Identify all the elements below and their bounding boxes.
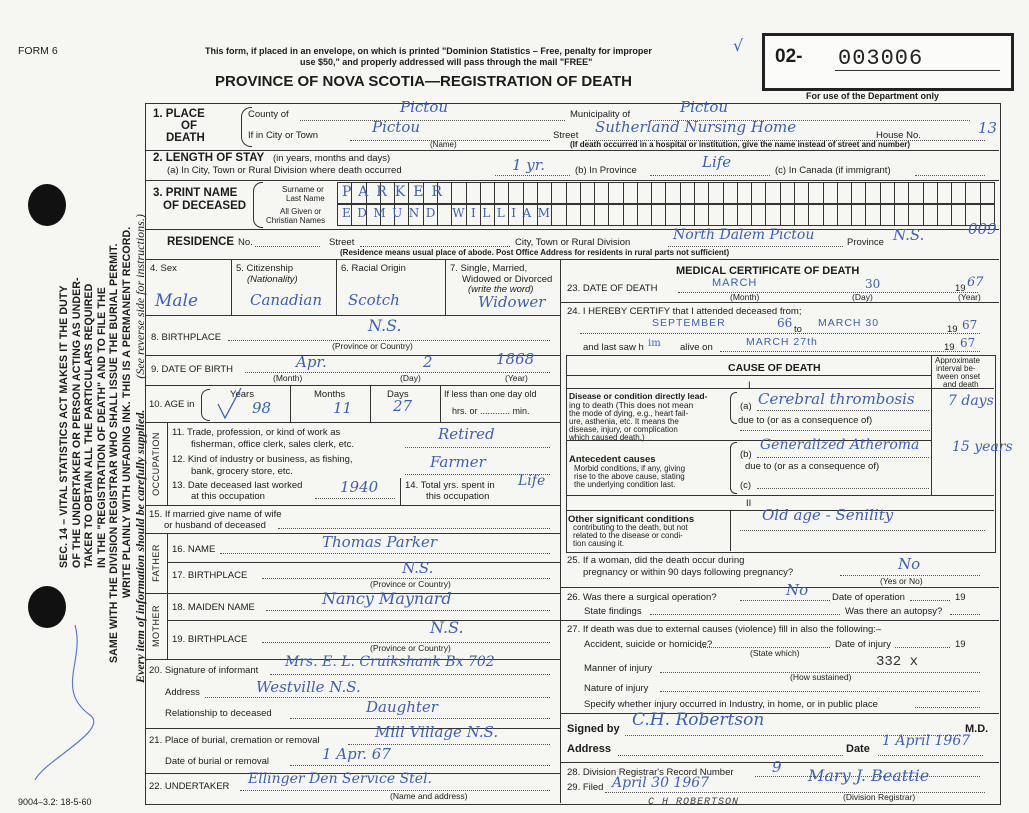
record-number-label: 28. Division Registrar's Record Number <box>567 767 734 778</box>
age-months-label: Months <box>314 389 346 400</box>
dob-month-note: (Month) <box>273 373 303 383</box>
given-label-1: All Given or <box>280 207 322 216</box>
specify-label: Specify whether injury occurred in Industry, in home, or in public place <box>584 699 878 710</box>
house-no-value[interactable]: 13 <box>978 119 998 137</box>
residence-code-value[interactable]: 009 <box>968 220 997 238</box>
date-operation-19: 19 <box>955 592 966 603</box>
alive-year-value[interactable]: 67 <box>960 336 976 350</box>
check-mark-header: √ <box>733 36 744 55</box>
mailing-notice-line1: This form, if placed in an envelope, on which is printed "Dominion Statistics – Free, penalty for improper <box>205 46 652 56</box>
address-label-right: Address <box>567 743 612 755</box>
residence-province-value[interactable]: N.S. <box>893 226 925 244</box>
stamp-value: 332 x <box>876 654 919 670</box>
racial-value[interactable]: Scotch <box>348 291 400 309</box>
residence-street-label: Street <box>329 237 355 248</box>
roman-two: II <box>746 498 752 509</box>
age-label: 10. AGE in <box>149 399 195 410</box>
disease-cond-5: disease, injury, or complication <box>569 425 678 434</box>
residence-note: (Residence means usual place of abode. Post Office Address for residents in rural parts not sufficient) <box>340 248 730 257</box>
trade-value[interactable]: Retired <box>438 425 495 443</box>
mother-birthplace-value[interactable]: N.S. <box>430 618 464 637</box>
record-number-value[interactable]: 9 <box>772 758 782 776</box>
to-year-value[interactable]: 67 <box>962 318 978 332</box>
total-years-label-2: this occupation <box>426 491 490 502</box>
birthplace-label: 8. BIRTHPLACE <box>151 332 222 343</box>
last-worked-label-2: at this occupation <box>191 491 265 502</box>
marital-label-2: Widowed or Divorced <box>462 274 553 285</box>
sex-value[interactable]: Male <box>155 291 199 311</box>
interval-2: interval be- <box>936 364 976 373</box>
surgery-value[interactable]: No <box>786 581 809 599</box>
death-year-value[interactable]: 67 <box>967 275 984 290</box>
undertaker-note: (Name and address) <box>390 791 468 801</box>
stay-canada-label: (c) In Canada (if immigrant) <box>775 165 891 176</box>
length-of-stay-label: 2. LENGTH OF STAY <box>153 152 265 164</box>
father-birthplace-note: (Province or Country) <box>370 579 451 589</box>
birthplace-value[interactable]: N.S. <box>368 316 402 335</box>
how-sustained-note: (How sustained) <box>790 672 852 682</box>
antecedent-note-3: the underlying condition last. <box>574 480 676 489</box>
cause-a-value[interactable]: Cerebral thrombosis <box>758 390 915 408</box>
date-label: Date <box>846 743 870 755</box>
death-year-prefix: 19 <box>955 283 966 294</box>
father-label: FATHER <box>151 544 161 582</box>
pen-scribble <box>15 620 125 790</box>
street-value[interactable]: Sutherland Nursing Home <box>595 118 797 136</box>
father-name-label: 16. NAME <box>172 544 216 555</box>
other-note-1: contributing to the death, but not <box>573 523 688 532</box>
dob-year-value[interactable]: 1868 <box>496 350 535 368</box>
alive-year-prefix: 19 <box>944 342 955 353</box>
informant-address-value[interactable]: Westville N.S. <box>256 678 361 696</box>
death-day-note: (Day) <box>852 292 873 302</box>
filed-label: 29. Filed <box>567 782 604 793</box>
father-birthplace-label: 17. BIRTHPLACE <box>172 570 248 581</box>
residence-no-label: No. <box>238 237 253 248</box>
mother-birthplace-label: 19. BIRTHPLACE <box>172 634 248 645</box>
death-year-note: (Year) <box>958 292 981 302</box>
registrar-signature[interactable]: Mary J. Beattie <box>808 766 930 785</box>
roman-one: I <box>748 380 751 391</box>
date-of-death-label: 23. DATE OF DEATH <box>567 283 658 294</box>
last-saw-value[interactable]: im <box>648 338 661 349</box>
mother-label: MOTHER <box>151 605 161 647</box>
municipality-label: Municipality of <box>570 109 631 120</box>
other-note-3: tion causing it. <box>573 539 625 548</box>
autopsy-label: Was there an autopsy? <box>845 606 943 617</box>
pregnancy-label-1: 25. If a woman, did the death occur during <box>567 555 745 566</box>
burial-place-value[interactable]: Mill Village N.S. <box>375 723 499 741</box>
stay-city-value[interactable]: 1 yr. <box>512 156 546 174</box>
marital-value[interactable]: Widower <box>478 293 546 311</box>
informant-address-label: Address <box>165 687 200 698</box>
birthplace-note: (Province or Country) <box>332 341 413 351</box>
interval-a-value[interactable]: 7 days <box>948 393 994 409</box>
cause-title: CAUSE OF DEATH <box>728 362 821 374</box>
given-names-value[interactable]: EDMUND WILLIAM <box>342 206 557 220</box>
relationship-value[interactable]: Daughter <box>366 698 438 716</box>
side-italic-line: Every item of information should be carefully supplied. <box>133 409 147 683</box>
less-than-day-label: If less than one day old <box>444 389 537 399</box>
alive-date-value[interactable]: MARCH 27th <box>746 336 818 348</box>
side-line-2: OF THE UNDERTAKER OR PERSON ACTING AS UNDER- <box>70 277 83 568</box>
industry-label-1: 12. Kind of industry or business, as fishing, <box>172 454 353 465</box>
pregnancy-label-2: pregnancy or within 90 days following pregnancy? <box>583 567 794 578</box>
print-name-label: 3. PRINT NAME <box>153 187 238 199</box>
last-worked-label-1: 13. Date deceased last worked <box>172 480 303 491</box>
side-line-5: SAME WITH THE DIVISION REGISTRAR WHO SHALL ISSUE THE BURIAL PERMIT. <box>108 243 120 663</box>
cause-a-marker: (a) <box>740 401 752 412</box>
place-of-death-death: DEATH <box>166 132 205 144</box>
state-which-note: (State which) <box>750 648 800 658</box>
burial-place-label: 21. Place of burial, cremation or removal <box>149 735 320 746</box>
name-note: (Name) <box>430 140 457 149</box>
age-years-value[interactable]: 98 <box>252 399 272 417</box>
county-label: County of <box>248 109 289 120</box>
punch-hole-top <box>28 184 66 226</box>
hrs-min-label: hrs. or ............ min. <box>452 406 530 416</box>
dob-year-note: (Year) <box>505 373 528 383</box>
disease-cond-3: the mode of dying, e.g., heart fail- <box>569 409 689 418</box>
interval-b-value[interactable]: 15 years <box>952 439 1013 455</box>
sex-label: 4. Sex <box>150 263 177 274</box>
disease-cond-2: ing to death (This does not mean <box>569 400 694 410</box>
disease-cond-6: which caused death.) <box>569 433 645 442</box>
municipality-value[interactable]: Pictou <box>680 98 729 116</box>
interval-4: and death <box>943 380 979 389</box>
trade-label-1: 11. Trade, profession, or kind of work as <box>172 427 341 438</box>
residence-city-label: City, Town or Rural Division <box>515 237 631 248</box>
alive-on-label: alive on <box>680 342 713 353</box>
stay-city-label: (a) In City, Town or Rural Division where death occurred <box>167 165 402 176</box>
due-to-label-b: due to (or as a consequence of) <box>745 461 880 472</box>
hospital-note: (If death occurred in a hospital or institution, give the name instead of street and number) <box>570 140 911 149</box>
last-saw-label: and last saw h <box>583 342 644 353</box>
mother-maiden-value[interactable]: Nancy Maynard <box>322 589 452 608</box>
other-conditions-label: Other significant conditions <box>568 514 695 525</box>
marital-label-3: (write the word) <box>468 284 534 295</box>
registrar-printed-name: C H ROBERTSON <box>648 797 740 808</box>
burial-date-value[interactable]: 1 Apr. 67 <box>322 745 391 763</box>
md-label: M.D. <box>965 723 989 735</box>
trade-label-2: fisherman, office clerk, sales clerk, etc. <box>191 439 354 450</box>
disease-cond-4: ure, asthenia, etc. It means the <box>569 417 679 426</box>
side-reverse-note: (See reverse side for instructions.) <box>133 214 147 379</box>
last-worked-value[interactable]: 1940 <box>340 478 379 496</box>
date-injury-19: 19 <box>955 639 966 650</box>
accident-label: Accident, suicide or homicide? <box>584 639 713 650</box>
antecedent-label: Antecedent causes <box>569 454 656 465</box>
total-years-value[interactable]: Life <box>518 473 546 489</box>
city-town-label: If in City or Town <box>248 130 319 141</box>
cause-b-marker: (b) <box>740 449 752 460</box>
residence-province-label: Province <box>847 237 884 248</box>
external-causes-label: 27. If death was due to external causes (violence) fill in also the following:– <box>567 624 882 635</box>
other-note-2: related to the disease or condi- <box>573 531 683 540</box>
due-to-label-a: due to (or as a consequence of) <box>738 415 873 426</box>
footer-code: 9004–3.2: 18-5-60 <box>18 797 92 807</box>
interval-3: tween onset <box>937 372 981 381</box>
industry-value[interactable]: Farmer <box>430 453 486 471</box>
mailing-notice-line2: use $50," and properly addressed will pass through the mail "FREE" <box>300 57 593 67</box>
nationality-label: (Nationality) <box>247 274 298 285</box>
cause-c-marker: (c) <box>740 480 752 491</box>
residence-label: RESIDENCE <box>167 236 235 248</box>
age-days-label: Days <box>387 389 409 400</box>
mother-birthplace-note: (Province or Country) <box>370 643 451 653</box>
occupation-label: OCCUPATION <box>151 431 162 496</box>
disease-cond-1: Disease or condition directly lead- <box>569 391 708 401</box>
registration-prefix: 02- <box>775 46 803 67</box>
stay-province-value[interactable]: Life <box>702 153 732 171</box>
cause-b-value[interactable]: Generalized Atheroma <box>760 437 920 453</box>
surgery-label: 26. Was there a surgical operation? <box>567 592 717 603</box>
residence-division-value[interactable]: North Dalem Pictou <box>673 227 815 243</box>
total-years-label-1: 14. Total yrs. spent in <box>405 480 495 491</box>
department-use-label: For use of the Department only <box>806 91 940 101</box>
side-line-6: WRITE PLAINLY WITH UNFADING INK. THIS IS A PERMANENT RECORD. <box>120 226 133 598</box>
death-day-value[interactable]: 30 <box>865 277 881 291</box>
county-value[interactable]: Pictou <box>400 98 449 116</box>
medical-certificate-title: MEDICAL CERTIFICATE OF DEATH <box>676 265 860 277</box>
mother-maiden-label: 18. MAIDEN NAME <box>172 602 255 613</box>
informant-label: 20. Signature of informant <box>149 665 259 676</box>
dob-month-value[interactable]: Apr. <box>296 353 327 371</box>
surname-label-1: Surname or <box>282 185 324 194</box>
attended-from-value[interactable]: SEPTEMBER <box>652 317 726 329</box>
side-line-4: IN THE "REGISTRATION OF DEATH" AND TO FILE THE <box>95 287 108 568</box>
death-month-note: (Month) <box>730 292 760 302</box>
citizenship-value[interactable]: Canadian <box>250 291 323 309</box>
age-years-label: Years <box>230 389 254 400</box>
form-number: FORM 6 <box>18 45 58 57</box>
dob-label: 9. DATE OF BIRTH <box>151 364 233 375</box>
of-deceased-label: OF DECEASED <box>163 200 247 212</box>
spouse-label-1: 15. If married give name of wife <box>149 509 282 520</box>
marital-label-1: 7. Single, Married, <box>450 263 528 274</box>
attended-to-value[interactable]: MARCH 30 <box>818 317 880 329</box>
antecedent-note-1: Morbid conditions, if any, giving <box>574 464 686 473</box>
undertaker-label: 22. UNDERTAKER <box>149 781 230 792</box>
date-injury-label: Date of injury <box>835 639 891 650</box>
father-birthplace-value[interactable]: N.S. <box>402 559 434 577</box>
citizenship-label: 5. Citizenship <box>236 263 294 274</box>
to-label: to <box>794 324 802 335</box>
industry-label-2: bank, grocery store, etc. <box>191 466 293 477</box>
division-registrar-note: (Division Registrar) <box>843 792 916 802</box>
other-conditions-value[interactable]: Old age - Senility <box>762 506 894 524</box>
place-of-death-of: OF <box>181 120 197 132</box>
nature-label: Nature of injury <box>584 683 649 694</box>
relationship-label: Relationship to deceased <box>165 708 272 719</box>
side-line-1: SEC. 14 – VITAL STATISTICS ACT MAKES IT THE DUTY <box>58 285 70 568</box>
date-operation-label: Date of operation <box>832 592 905 603</box>
informant-value[interactable]: Mrs. E. L. Cruikshank Bx 702 <box>285 654 495 670</box>
signed-by-label: Signed by <box>567 723 620 735</box>
side-line-3: TAKER TO OBTAIN ALL THE PARTICULARS REQUIRED <box>83 283 95 568</box>
surname-label-2: Last Name <box>286 194 325 203</box>
certify-label: 24. I HEREBY CERTIFY that I attended deceased from; <box>567 306 802 317</box>
age-days-value[interactable]: 27 <box>393 397 413 415</box>
manner-label: Manner of injury <box>584 663 653 674</box>
death-month-value[interactable]: MARCH <box>712 277 758 289</box>
dob-day-note: (Day) <box>400 373 421 383</box>
form-title: PROVINCE OF NOVA SCOTIA—REGISTRATION OF DEATH <box>215 73 632 90</box>
place-of-death-label: 1. PLACE <box>153 108 205 120</box>
pregnancy-value[interactable]: No <box>898 555 921 573</box>
racial-origin-label: 6. Racial Origin <box>341 263 406 274</box>
spouse-label-2: or husband of deceased <box>164 520 266 531</box>
street-label: Street <box>553 130 579 141</box>
dob-day-value[interactable]: 2 <box>423 353 433 371</box>
burial-date-label: Date of burial or removal <box>165 756 270 767</box>
filed-value[interactable]: April 30 1967 <box>612 775 710 791</box>
to-year-prefix: 19 <box>947 324 958 335</box>
city-town-value[interactable]: Pictou <box>372 118 421 136</box>
house-no-label: House No. <box>876 130 921 141</box>
stay-province-label: (b) In Province <box>575 165 637 176</box>
age-months-value[interactable]: 11 <box>333 399 353 417</box>
interval-1: Approximate <box>935 356 980 365</box>
state-findings-label: State findings <box>584 606 642 617</box>
father-name-value[interactable]: Thomas Parker <box>322 533 437 551</box>
yes-no-note: (Yes or No) <box>880 576 923 586</box>
registration-number: 003006 <box>838 46 924 71</box>
antecedent-note-2: rise to the above cause, stating <box>574 472 685 481</box>
signed-by-value[interactable]: C.H. Robertson <box>632 710 765 730</box>
side-instructions <box>58 28 148 688</box>
given-label-2: Christian Names <box>266 216 326 225</box>
surname-value[interactable]: PARKER <box>342 184 451 200</box>
length-of-stay-note: (in years, months and days) <box>273 153 391 164</box>
date-signed-value[interactable]: 1 April 1967 <box>882 733 971 749</box>
from-year-value[interactable]: 66 <box>777 316 793 330</box>
undertaker-value[interactable]: Ellinger Den Service Stel. <box>248 771 432 787</box>
age-check-mark <box>215 386 245 422</box>
